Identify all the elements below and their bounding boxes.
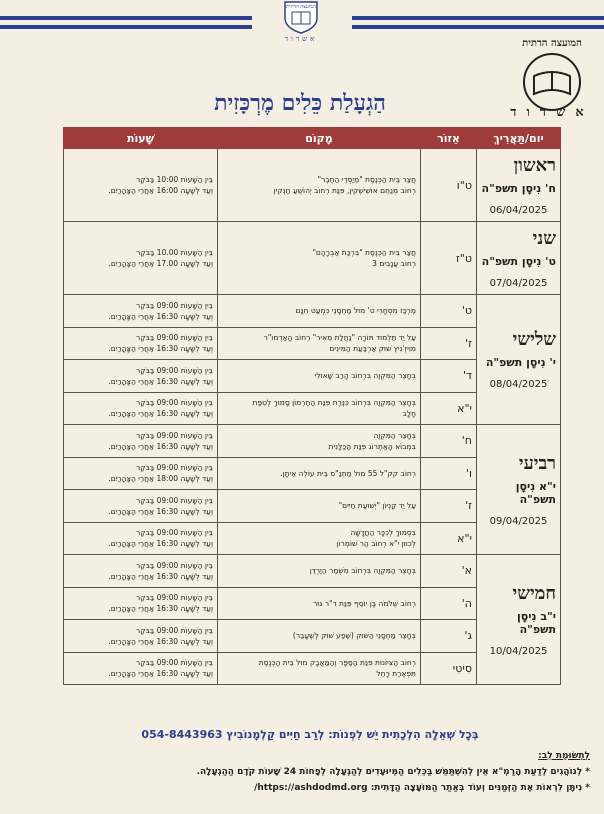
note-line: * נִיתָּן לִרְאוֹת אֶת הַזְּמַנִּים וְעוֹד בְּאַתַר הַמּוֹעָצָה הַדָּתִית: https://ashdodmd.org/ (254, 783, 590, 793)
day-name: שלישי (512, 329, 556, 350)
day-hebrew-date: ח' נִיסָן תשפ"ה (481, 181, 556, 195)
place-cell (218, 620, 421, 653)
hours-line: וְעַד לְשָׁעָה 16:30 אַחֲרֵי הַצָּהֳרַיִם. (108, 344, 213, 354)
place-cell (218, 522, 421, 555)
place-cell (218, 425, 421, 458)
hours-line: וְעַד לְשָׁעָה 16:30 אַחֲרֵי הַצָּהֳרַיִם. (108, 376, 213, 386)
area-cell: ז' (421, 490, 477, 523)
place-line: מֶרְכַּז מִסְחָרִי ט' מוּל מַחְסָנֵי כִּמְעַט חִנָּם (295, 306, 416, 316)
place-line: תִּפְאֶרֶת רָחֵל (376, 669, 416, 679)
place-line: בְּחָצֵר הַמִּקְוֶה בִּרְחוֹב מִשְׁמַר הַיַּרְדֵּן (309, 566, 416, 576)
place-line: רְחוֹב עֲנָבִים 3 (372, 259, 416, 268)
day-cell (477, 222, 561, 295)
place-line: בְּחָצֵר הַמִּקְוֶה בִּרְחוֹב כִּנֶּרֶת פִּנַּת הַחֶרְמוֹן סָמוּךְ לְטִפַּת (252, 398, 416, 408)
area-cell: י"א (421, 522, 477, 555)
column-header-area: אֵזוֹר (421, 128, 477, 149)
place-cell (218, 555, 421, 588)
place-cell (218, 360, 421, 393)
contact-line: בְּכָל שְׁאֵלָה הִלְכָתִית יֵשׁ לִפְנוֹת: לְרַב חַיִּים קַלְמָנוֹבִיץ 054-8443963 (141, 728, 479, 741)
hours-line: וְעַד לְשָׁעָה 16:30 אַחֲרֵי הַצָּהֳרַיִם. (108, 636, 213, 646)
hours-cell (64, 222, 218, 295)
place-line: בִּמְבוֹא הָאַתְרוֹג פִּנַּת הַכַּלָּנִית (328, 441, 416, 451)
area-cell: י"א (421, 392, 477, 425)
table-row (64, 222, 561, 295)
hours-line: בֵּין הַשָּׁעוֹת 09:00 בַּבֹּקֶר (136, 365, 213, 375)
area-cell: ט"ו (421, 149, 477, 222)
hours-line: וְעַד לְשָׁעָה 16:30 אַחֲרֵי הַצָּהֳרַיִם. (108, 539, 213, 549)
day-name: חמישי (512, 582, 556, 604)
hours-line: בֵּין הַשָּׁעוֹת 09:00 בַּבֹּקֶר (136, 625, 213, 635)
day-hebrew-date: י"א נִיסָן תשפ"ה (515, 479, 556, 506)
day-hebrew-date: ט' נִיסָן תשפ"ה (481, 254, 556, 268)
page-title: הַגְעָלַת כֵּלִים מֶרְכָּזִית (214, 90, 386, 116)
area-cell: ח' (421, 425, 477, 458)
hours-line: וְעַד לְשָׁעָה 18:00 אַחֲרֵי הַצָּהֳרַיִם. (108, 474, 213, 484)
day-cell (477, 295, 561, 425)
place-line: עַל יַד קַנְיוֹן "יְשׁוּעַת חַיִּים" (338, 501, 416, 511)
right-logo (506, 34, 598, 126)
place-cell (218, 652, 421, 685)
hours-cell (64, 652, 218, 685)
hours-line: בֵּין הַשָּׁעוֹת 09:00 בַּבֹּקֶר (136, 463, 213, 473)
area-cell: סִיטִי (421, 652, 477, 685)
top-logo-caption: המועצה הדתית (286, 4, 316, 10)
right-logo-caption: המועצה הדתית (522, 38, 582, 49)
hours-cell (64, 149, 218, 222)
hours-line: בֵּין הַשָּׁעוֹת 09:00 בַּבֹּקֶר (136, 658, 213, 668)
hours-cell (64, 587, 218, 620)
day-cell (477, 555, 561, 685)
hours-cell (64, 425, 218, 458)
hours-line: וְעַד לְשָׁעָה 16:30 אַחֲרֵי הַצָּהֳרַיִם. (108, 409, 213, 419)
place-cell (218, 222, 421, 295)
hours-line: וְעַד לְשָׁעָה 17.00 אַחֲרֵי הַצָּהֳרַיִם. (108, 259, 213, 268)
place-line: בְּחָצֵר הַמִּקְוֶה (373, 430, 416, 440)
hours-line: וְעַד לְשָׁעָה 16:30 אַחֲרֵי הַצָּהֳרַיִם. (108, 311, 213, 321)
schedule-table (63, 127, 561, 685)
hours-line: בֵּין הַשָּׁעוֹת 09:00 בַּבֹּקֶר (136, 333, 213, 343)
place-line: לְכִוּוּן י"א רְחוֹב הַר שׁוֹמְרוֹן (336, 539, 416, 549)
hours-cell (64, 522, 218, 555)
area-cell: ו' (421, 457, 477, 490)
day-hebrew-date: י"ב נִיסָן תשפ"ה (517, 609, 556, 636)
place-line: מִוִּיזְ'נִיץ שׁוּק אַרְבַּעַת הַמִּינִים (329, 344, 416, 354)
hours-line: בֵּין הַשָּׁעוֹת 09:00 בַּבֹּקֶר (136, 528, 213, 538)
hours-cell (64, 295, 218, 328)
place-cell (218, 295, 421, 328)
hours-line: בֵּין הַשָּׁעוֹת 10.00 בַּבֹּקֶר (136, 248, 213, 257)
place-line: רְחוֹב קק"ל 55 מוּל מַתְנַ"ס בֵּית עוֹלֵה אֵיתָן. (280, 468, 416, 478)
day-cell (477, 149, 561, 222)
table-row (64, 555, 561, 588)
day-date: 10/04/2025 (489, 645, 548, 657)
day-date: 09/04/2025 (489, 515, 548, 527)
area-cell: א' (421, 555, 477, 588)
column-header-place: מָקוֹם (218, 128, 421, 149)
day-date: 08/04/2025 (489, 379, 548, 390)
area-cell: ה' (421, 587, 477, 620)
place-cell (218, 490, 421, 523)
day-cell (477, 425, 561, 555)
place-line: בְּחָצֵר הַמִּקְוֶה בִּרְחוֹב הָרַב שָׁאוּלִי (314, 371, 416, 381)
day-name: ראשון (513, 154, 556, 176)
column-header-hours: שָׁעוֹת (64, 128, 218, 149)
table-row (64, 295, 561, 328)
day-name: שני (532, 227, 556, 249)
hours-line: בֵּין הַשָּׁעוֹת 09:00 בַּבֹּקֶר (136, 593, 213, 603)
notes-section (30, 748, 590, 796)
hours-line: וְעַד לְשָׁעָה 16:30 אַחֲרֵי הַצָּהֳרַיִם. (108, 441, 213, 451)
hours-line: וְעַד לְשָׁעָה 16:30 אַחֲרֵי הַצָּהֳרַיִם. (108, 506, 213, 516)
place-line: חֲצַר בֵּית הַכְּנֶסֶת "בִּרְכַּת אַבְרָהָם" (312, 248, 416, 257)
hours-cell (64, 490, 218, 523)
table-row (64, 425, 561, 458)
place-cell (218, 587, 421, 620)
hours-line: בֵּין הַשָּׁעוֹת 09:00 בַּבֹּקֶר (136, 430, 213, 440)
top-logo-sub: אשדוד (284, 35, 318, 43)
hours-line: בֵּין הַשָּׁעוֹת 09:00 בַּבֹּקֶר (136, 495, 213, 505)
area-cell: ט' (421, 295, 477, 328)
area-cell: ג' (421, 620, 477, 653)
place-cell (218, 327, 421, 360)
place-line: רְחוֹב שְׁלֹמֹה בֶּן יוֹסֵף פִּנַּת ד"ר גּוּר (313, 598, 416, 608)
place-cell (218, 149, 421, 222)
hours-line: בֵּין הַשָּׁעוֹת 10:00 בַּבֹּקֶר (136, 175, 213, 184)
hours-line: בֵּין הַשָּׁעוֹת 09:00 בַּבֹּקֶר (136, 560, 213, 570)
hours-line: וְעַד לְשָׁעָה 16:30 אַחֲרֵי הַצָּהֳרַיִם. (108, 604, 213, 614)
hours-cell (64, 457, 218, 490)
hours-cell (64, 555, 218, 588)
hours-line: וְעַד לְשָׁעָה 16:00 אַחֲרֵי הַצָּהֳרַיִם. (108, 186, 213, 195)
day-date: 07/04/2025 (489, 277, 548, 289)
area-cell: ז' (421, 327, 477, 360)
right-logo-sub: אשדוד (510, 105, 594, 120)
area-cell: ט"ז (421, 222, 477, 295)
hours-cell (64, 327, 218, 360)
table-row (64, 149, 561, 222)
hours-line: בֵּין הַשָּׁעוֹת 09:00 בַּבֹּקֶר (136, 398, 213, 408)
area-cell: ד' (421, 360, 477, 393)
day-name: רביעי (518, 452, 556, 474)
place-line: בִּסְמוּךְ לְכִכָּר הַחֲדָשָׁה (350, 528, 416, 538)
place-cell (218, 457, 421, 490)
place-line: חֲצַר בֵּית הַכְּנֶסֶת "מְיַסְּדֵי הַחֶבֶר" (317, 175, 416, 184)
hours-cell (64, 620, 218, 653)
place-line: רְחוֹב הַצִּיּוֹנוּת פִּנַּת הַסַּפָּר וְהַמַּאֲבָק מוּל בֵּית הַכְּנֶסֶת (258, 658, 416, 668)
hours-line: וְעַד לְשָׁעָה 16:30 אַחֲרֵי הַצָּהֳרַיִם. (108, 669, 213, 679)
hours-line: בֵּין הַשָּׁעוֹת 09:00 בַּבֹּקֶר (136, 300, 213, 310)
hours-line: וְעַד לְשָׁעָה 16:30 אַחֲרֵי הַצָּהֳרַיִם. (108, 571, 213, 581)
hours-cell (64, 392, 218, 425)
place-line: חָלָב (402, 409, 416, 419)
table-header-row (64, 128, 561, 149)
top-logo (268, 0, 334, 44)
schedule-body (64, 149, 561, 685)
place-line: עַל יַד תַּלְמוּד תּוֹרָה "נַחֲלַת מֵאִיר" רְחוֹב הָאַדְמוֹ"ר (263, 333, 416, 343)
day-hebrew-date: י' נִיסָן תשפ"ה (485, 356, 556, 369)
notes-heading: לְתְשׂוּמַת לֵב: (538, 751, 590, 761)
place-cell (218, 392, 421, 425)
column-header-day: יום/תַּאֲרִיךְ (477, 128, 561, 149)
hours-cell (64, 360, 218, 393)
place-line: רְחוֹב מְנַחֵם אוּשִׁישְׁקִין, פִּנַּת רְחוֹב יְהוֹשֻׁעַ חַנְקִין (273, 186, 416, 195)
day-date: 06/04/2025 (489, 204, 548, 216)
place-line: בְּחָצֵר מַחְסָנֵי הַשּׁוּק (שֶׁפַע שׁוּק לְשֶׁעָבַר) (292, 631, 416, 641)
note-line: * לְנוֹהֲגִים לְדַעַת הָרַמְ"א אֵין לְהִשְׁתַּמֵּשׁ בַּכֵּלִים הַמְּיוּעָדִים לְהַגְעָלָה לְפָחוֹת 24 שָׁעוֹת קֹדֶם הַהַגְעָלָה. (196, 767, 590, 777)
